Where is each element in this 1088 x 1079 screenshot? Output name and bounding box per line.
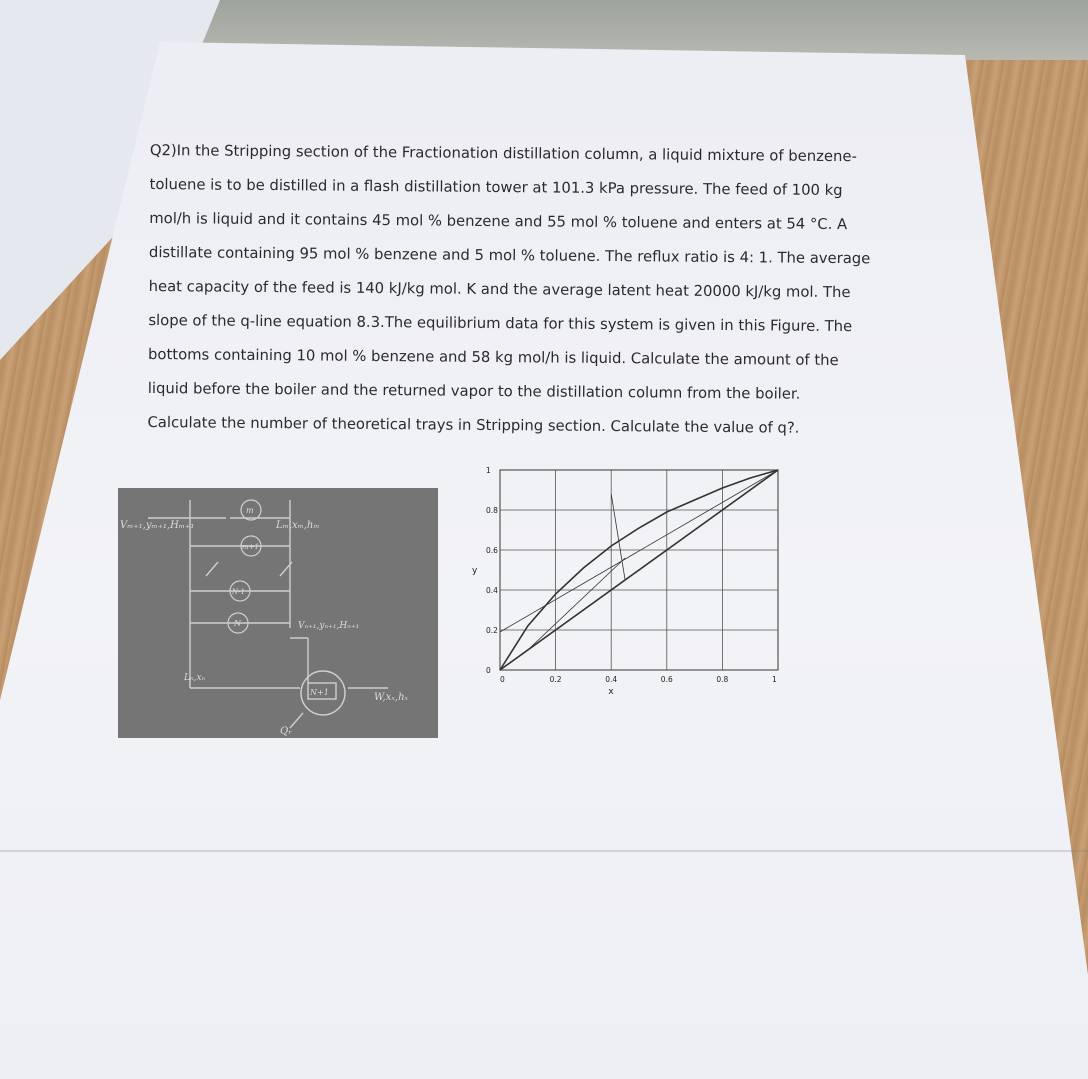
y-tick-label: 0 [486,666,491,675]
chart-series-group [500,470,778,670]
series-line [500,470,778,670]
question-line: distillate containing 95 mol % benzene and 5 mol % toluene. The reflux ratio is 4: 1. The average [148,243,871,268]
series-line [611,494,625,580]
series-line [528,558,625,650]
question-line: heat capacity of the feed is 140 kJ/kg mol. K and the average latent heat 20000 kJ/kg mol. The [148,277,851,302]
question-line: slope of the q-line equation 8.3.The equilibrium data for this system is given in this Figure. The [148,311,853,336]
y-tick-label: 0.6 [486,546,498,555]
y-tick-label: 0.4 [486,586,498,595]
x-tick-label: 0.8 [716,675,729,684]
question-line: mol/h is liquid and it contains 45 mol % benzene and 55 mol % toluene and enters at 54 °C. A [149,209,848,234]
label-reboiler: N+1 [310,688,329,697]
paper-fold-line [0,850,1088,852]
x-axis-label: x [608,687,614,697]
question-line: bottoms containing 10 mol % benzene and 58 kg mol/h is liquid. Calculate the amount of the [148,345,839,370]
label-tray-m1: m+1 [242,543,259,551]
label-bottoms: W,xₓ,hₓ [374,692,409,703]
y-tick-label: 1 [486,466,491,475]
x-tick-label: 0.6 [660,675,673,684]
x-tick-label: 0.2 [549,675,562,684]
label-top-right: Lₘ,xₘ,hₘ [276,520,320,531]
question-text [147,134,910,447]
stripping-section-schematic [118,488,438,738]
question-line: toluene is to be distilled in a flash distillation tower at 101.3 kPa pressure. The feed of 100 kg [149,175,843,200]
label-mid-vapor: Vₙ₊₁,yₙ₊₁,Hₙ₊₁ [298,621,360,631]
equilibrium-chart [470,460,800,730]
question-line: Calculate the number of theoretical trays in Stripping section. Calculate the value of q?. [147,413,800,437]
label-tray-n: N [234,619,241,628]
label-tray-n1: N-1 [232,588,245,596]
x-tick-label: 1 [772,675,777,684]
label-heat: Qᵣ [280,726,292,737]
label-liquid-bottom: Lₙ,xₙ [184,673,206,683]
question-line: liquid before the boiler and the returned vapor to the distillation column from the boiler. [147,379,801,403]
y-tick-label: 0.2 [486,626,498,635]
x-tick-label: 0.4 [605,675,618,684]
y-axis-label: y [472,566,478,576]
label-tray-m: m [246,506,254,515]
series-line [500,470,778,632]
question-line: Q2)In the Stripping section of the Fractionation distillation column, a liquid mixture of benzene- [149,141,857,166]
x-tick-label: 0 [500,675,505,684]
y-tick-label: 0.8 [486,506,498,515]
label-top-left: Vₘ₊₁,yₘ₊₁,Hₘ₊₁ [120,520,195,531]
